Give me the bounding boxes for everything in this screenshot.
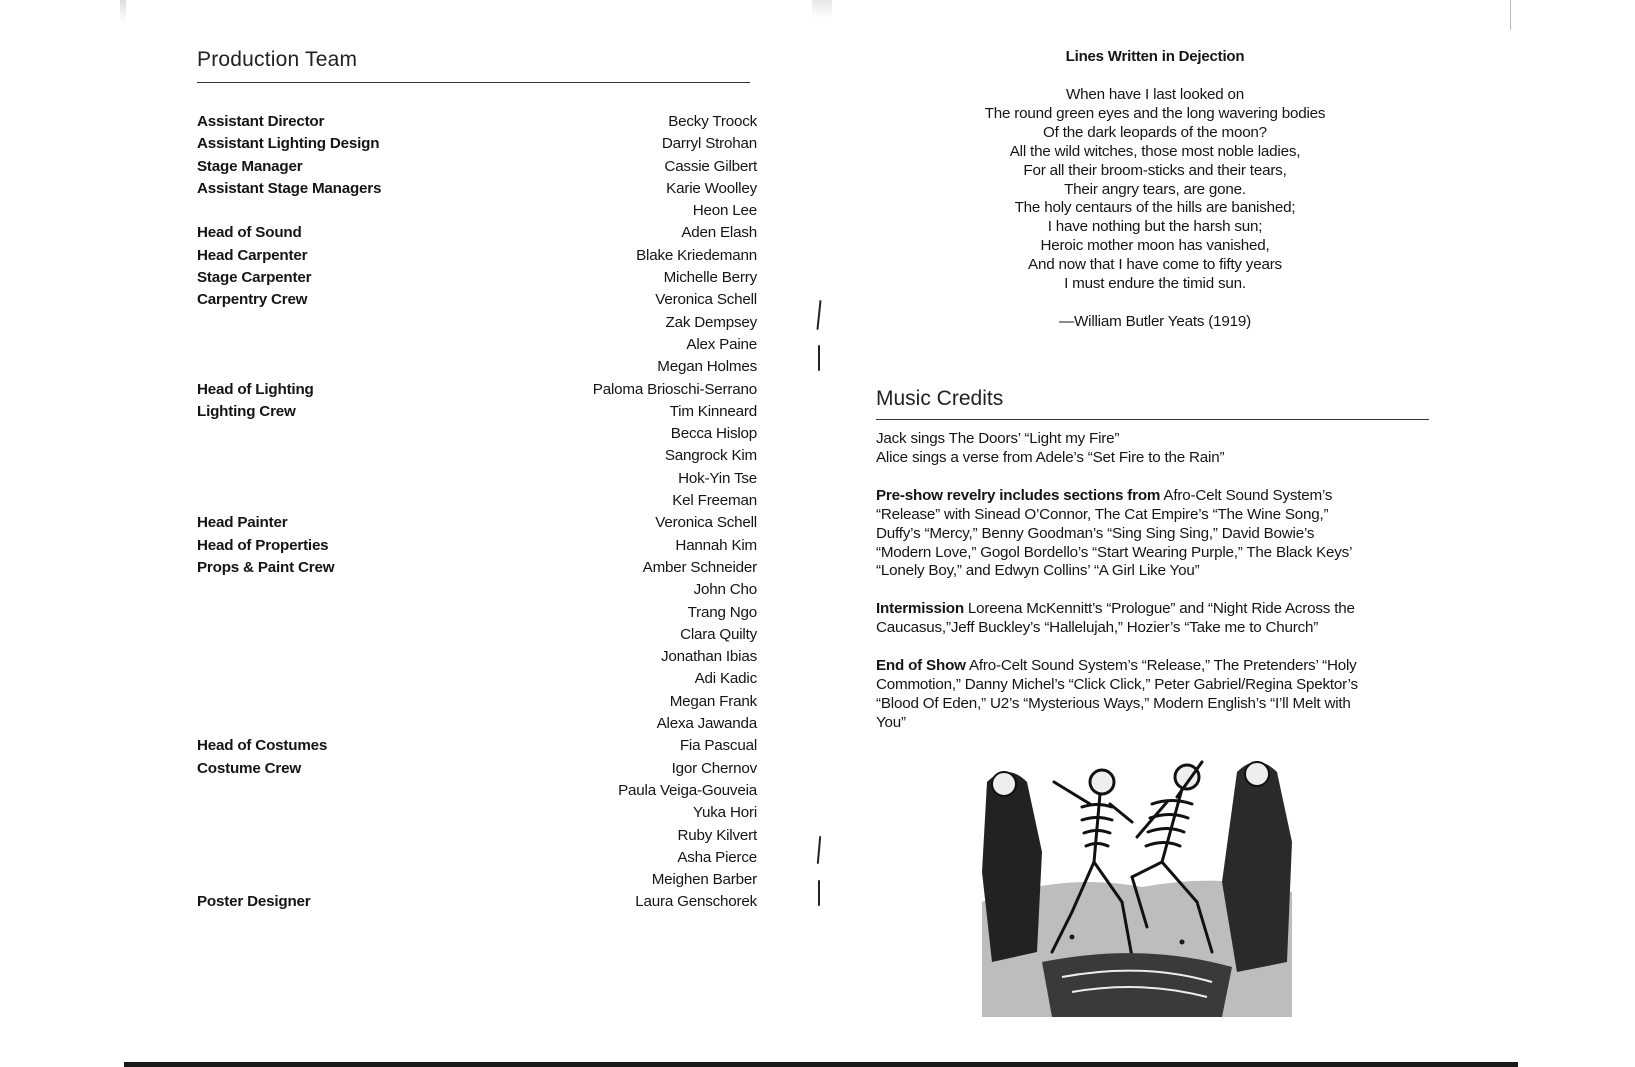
person-name: Cassie Gilbert (664, 157, 757, 175)
team-row (197, 245, 757, 267)
credit-line: “Blood Of Eden,” U2’s “Mysterious Ways,” Modern English’s “I’ll Melt with (876, 694, 1351, 712)
person-name: Megan Frank (669, 692, 757, 710)
team-row (197, 624, 757, 646)
intermission-credits (876, 600, 1441, 638)
poem-title: Lines Written in Dejection (1065, 48, 1245, 65)
heading-rule (197, 82, 750, 83)
scan-shadow-left (120, 0, 126, 22)
poem-line: The holy centaurs of the hills are banished; (1014, 199, 1296, 217)
credit-line: Loreena McKennitt’s “Prologue” and “Night Ride Across the (963, 600, 1355, 618)
fold-mark (816, 300, 821, 330)
team-row (197, 512, 757, 534)
person-name: Tim Kinneard (669, 402, 757, 420)
dance-of-death-woodcut-icon (982, 752, 1292, 1017)
person-name: Igor Chernov (671, 759, 757, 777)
poem-line: I must endure the timid sun. (1064, 275, 1246, 293)
role-label: Head of Properties (197, 536, 329, 554)
person-name: John Cho (693, 581, 757, 599)
team-row (197, 579, 757, 601)
preshow-credits (876, 487, 1441, 582)
role-label: Costume Crew (197, 759, 301, 777)
team-row (197, 602, 757, 624)
poem-line: When have I last looked on (1065, 86, 1244, 103)
person-name: Darryl Strohan (661, 135, 757, 153)
person-name: Hok-Yin Tse (678, 469, 757, 487)
poem-line: The round green eyes and the long wavering bodies (984, 104, 1326, 122)
poem-line: All the wild witches, those most noble ladies, (1009, 142, 1301, 160)
team-row (197, 646, 757, 668)
team-row (197, 222, 757, 244)
featured-songs (876, 430, 1441, 468)
team-row (197, 735, 757, 757)
production-team-heading: Production Team (197, 48, 358, 71)
credit-line: Duffy’s “Mercy,” Benny Goodman’s “Sing Sing Sing,” David Bowie’s (876, 524, 1315, 542)
credit-line: Commotion,” Danny Michel’s “Click Click,” Peter Gabriel/Regina Spektor’s (876, 676, 1358, 694)
team-row (197, 557, 757, 579)
poem-author: —William Butler Yeats (1919) (1059, 313, 1251, 330)
music-credits-heading: Music Credits (876, 387, 1004, 410)
person-name: Laura Genschorek (635, 893, 757, 911)
person-name: Paula Veiga-Gouveia (618, 781, 757, 799)
role-label: Head of Sound (197, 224, 302, 242)
person-name: Yuka Hori (692, 804, 757, 822)
team-row (197, 535, 757, 557)
person-name: Kel Freeman (672, 492, 757, 510)
poem-line: I have nothing but the harsh sun; (1047, 218, 1263, 236)
person-name: Paloma Brioschi-Serrano (592, 380, 757, 398)
intermission-lead: Intermission (876, 600, 964, 618)
team-row (197, 356, 757, 378)
role-label: Assistant Stage Managers (197, 179, 382, 197)
person-name: Karie Woolley (666, 179, 757, 197)
role-label: Head Painter (197, 514, 288, 532)
role-label: Stage Carpenter (197, 269, 312, 287)
team-row (197, 490, 757, 512)
person-name: Becky Troock (668, 113, 757, 130)
person-name: Alexa Jawanda (656, 715, 757, 733)
production-team-list (197, 111, 757, 914)
team-row (197, 445, 757, 467)
team-row (197, 780, 757, 802)
poem-body (905, 86, 1405, 294)
role-label: Lighting Crew (197, 402, 296, 420)
person-name: Amber Schneider (642, 558, 757, 576)
team-row (197, 334, 757, 356)
role-label: Stage Manager (197, 157, 303, 175)
person-name: Aden Elash (681, 224, 757, 242)
team-row (197, 156, 757, 178)
team-row (197, 423, 757, 445)
scan-edge-right (1510, 0, 1511, 30)
person-name: Megan Holmes (657, 358, 757, 376)
team-row (197, 691, 757, 713)
team-row (197, 802, 757, 824)
heading-rule (876, 419, 1429, 420)
preshow-lead: Pre-show revelry includes sections from (876, 486, 1161, 504)
end-of-show-credits (876, 657, 1441, 733)
credit-line: Afro-Celt Sound System’s “Release,” The Pretenders’ “Holy (965, 657, 1357, 675)
person-name: Clara Quilty (680, 625, 757, 643)
person-name: Adi Kadic (694, 670, 757, 688)
team-row (197, 401, 757, 423)
person-name: Fia Pascual (679, 737, 757, 755)
team-row (197, 312, 757, 334)
person-name: Hannah Kim (675, 536, 757, 554)
team-row (197, 200, 757, 222)
person-name: Veronica Schell (655, 514, 757, 532)
team-row (197, 869, 757, 891)
role-label: Assistant Director (197, 113, 325, 130)
credit-line: “Modern Love,” Gogol Bordello’s “Start Wearing Purple,” The Black Keys’ (876, 543, 1353, 561)
credit-line: “Lonely Boy,” and Edwyn Collins’ “A Girl Like You” (876, 562, 1200, 580)
credit-line: “Release” with Sinead O’Connor, The Cat Empire’s “The Wine Song,” (876, 505, 1329, 523)
person-name: Sangrock Kim (664, 447, 757, 465)
poem-line: For all their broom-sticks and their tears, (1023, 161, 1287, 179)
person-name: Ruby Kilvert (677, 826, 757, 844)
role-label: Head Carpenter (197, 246, 308, 264)
person-name: Michelle Berry (663, 269, 757, 287)
role-label: Props & Paint Crew (197, 558, 335, 576)
team-row (197, 379, 757, 401)
team-row (197, 713, 757, 735)
person-name: Meighen Barber (651, 871, 757, 889)
fold-mark (817, 836, 821, 864)
role-label: Poster Designer (197, 893, 311, 911)
role-label: Head of Lighting (197, 380, 314, 398)
role-label: Assistant Lighting Design (197, 135, 380, 153)
team-row (197, 825, 757, 847)
person-name: Blake Kriedemann (636, 246, 757, 264)
credit-line: Caucasus,”Jeff Buckley’s “Hallelujah,” Hozier’s “Take me to Church” (876, 619, 1319, 637)
scan-shadow-center (812, 0, 832, 18)
person-name: Jonathan Ibias (661, 648, 757, 666)
role-label: Carpentry Crew (197, 291, 308, 309)
credit-line: Jack sings The Doors’ “Light my Fire” (876, 430, 1120, 447)
team-row (197, 847, 757, 869)
scan-edge-bottom (124, 1062, 1518, 1067)
team-row (197, 468, 757, 490)
poem-line: And now that I have come to fifty years (1028, 256, 1282, 274)
person-name: Zak Dempsey (665, 313, 757, 331)
credit-line: Alice sings a verse from Adele’s “Set Fire to the Rain” (876, 448, 1225, 466)
credit-line: Afro-Celt Sound System’s (1160, 486, 1333, 504)
team-row (197, 758, 757, 780)
person-name: Alex Paine (686, 335, 757, 353)
role-label: Head of Costumes (197, 737, 328, 755)
team-row (197, 267, 757, 289)
person-name: Veronica Schell (655, 291, 757, 309)
poem-line: Heroic mother moon has vanished, (1040, 237, 1270, 255)
fold-mark (818, 345, 820, 371)
poem-line: Their angry tears, are gone. (1064, 180, 1246, 198)
team-row (197, 891, 757, 913)
end-of-show-lead: End of Show (876, 657, 966, 675)
team-row (197, 178, 757, 200)
person-name: Trang Ngo (687, 603, 757, 621)
fold-mark (818, 880, 820, 906)
person-name: Asha Pierce (677, 848, 757, 866)
team-row (197, 133, 757, 155)
team-row (197, 111, 757, 133)
person-name: Heon Lee (692, 202, 757, 220)
music-credits-body (876, 430, 1441, 752)
person-name: Becca Hislop (670, 425, 757, 443)
team-row (197, 289, 757, 311)
team-row (197, 668, 757, 690)
credit-line: You” (876, 713, 906, 731)
poem-line: Of the dark leopards of the moon? (1043, 123, 1267, 141)
